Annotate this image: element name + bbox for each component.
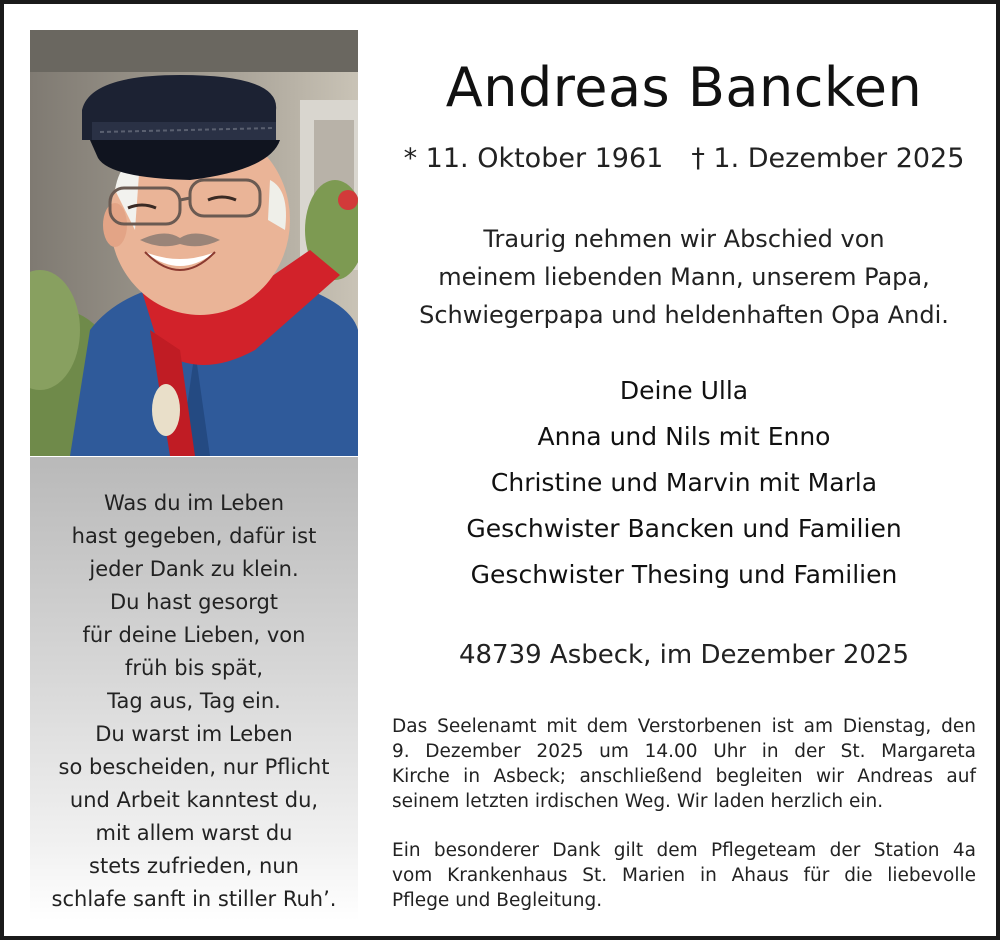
service-line: Das Seelenamt mit dem Verstorbenen ist am Dienstag, den: [392, 716, 976, 737]
poem-line: Du hast gesorgt: [109, 590, 279, 614]
intro-line: Schwiegerpapa und heldenhaften Opa Andi.: [419, 301, 949, 329]
mourner: Geschwister Bancken und Familien: [466, 514, 902, 543]
poem-line: mit allem warst du: [95, 821, 293, 845]
service-info: [392, 714, 976, 814]
poem: [30, 487, 358, 916]
poem-line: schlafe sanft in stiller Ruh’.: [51, 887, 337, 911]
death-date: † 1. Dezember 2025: [691, 143, 965, 174]
portrait-photo-icon: [30, 30, 358, 456]
intro-text: [384, 220, 984, 334]
thanks-line: Ein besonderer Dank gilt dem Pflegeteam der Station 4a: [392, 840, 976, 861]
mourner: Deine Ulla: [619, 376, 749, 405]
mourners-list: [384, 368, 984, 598]
poem-line: Tag aus, Tag ein.: [107, 689, 281, 713]
poem-line: früh bis spät,: [124, 656, 264, 680]
thanks-info: [392, 838, 976, 913]
thanks-line: Pflege und Begleitung.: [392, 890, 603, 911]
poem-line: stets zufrieden, nun: [89, 854, 299, 878]
poem-line: so bescheiden, nur Pflicht: [58, 755, 330, 779]
mourner: Geschwister Thesing und Familien: [470, 560, 898, 589]
service-line: Kirche in Asbeck; anschließend begleiten wir Andreas auf: [392, 766, 976, 787]
poem-box: [30, 457, 358, 921]
intro-line: meinem liebenden Mann, unserem Papa,: [438, 263, 930, 291]
intro-line: Traurig nehmen wir Abschied von: [483, 225, 885, 253]
life-dates: [384, 143, 984, 174]
poem-line: Du warst im Leben: [95, 722, 293, 746]
poem-line: hast gegeben, dafür ist: [71, 524, 317, 548]
poem-line: für deine Lieben, von: [82, 623, 306, 647]
service-line: seinem letzten irdischen Weg. Wir laden herzlich ein.: [392, 791, 884, 812]
portrait-photo: [30, 30, 358, 456]
poem-line: und Arbeit kanntest du,: [69, 788, 319, 812]
mourner: Anna und Nils mit Enno: [537, 422, 831, 451]
service-line: 9. Dezember 2025 um 14.00 Uhr in der St. Margareta: [392, 741, 976, 762]
poem-line: jeder Dank zu klein.: [89, 557, 299, 581]
thanks-line: vom Krankenhaus St. Marien in Ahaus für die liebevolle: [392, 865, 976, 886]
birth-date: * 11. Oktober 1961: [403, 143, 664, 174]
mourner: Christine und Marvin mit Marla: [490, 468, 878, 497]
deceased-name: Andreas Bancken: [445, 56, 923, 119]
place-date: 48739 Asbeck, im Dezember 2025: [458, 640, 910, 670]
poem-line: Was du im Leben: [104, 491, 284, 515]
